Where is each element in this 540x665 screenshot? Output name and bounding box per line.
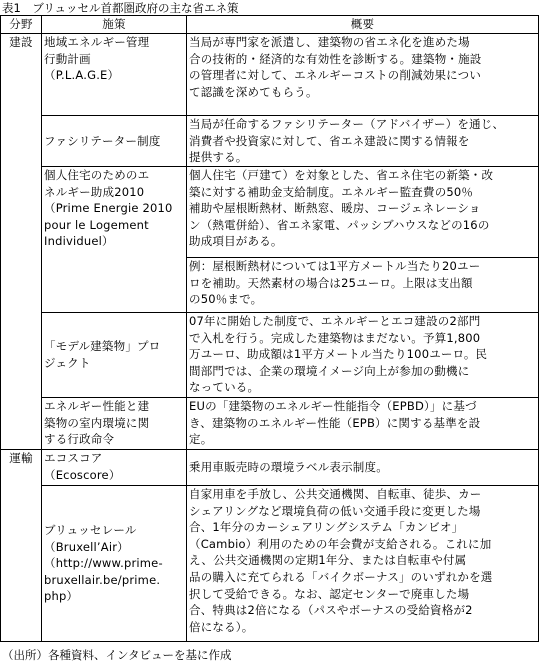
table-row	[1, 167, 539, 258]
source-note: （出所）各種資料、インタビューを基に作成	[2, 648, 232, 662]
header-field: 分野	[1, 16, 42, 34]
measure-cell: 「モデル建築物」プロ ジェクト	[42, 313, 187, 398]
table-row	[1, 313, 539, 398]
table-caption: 表1 ブリュッセル首都圏政府の主な省エネ策	[2, 1, 239, 15]
category-transport: 運輸	[1, 450, 42, 642]
table-row	[1, 450, 539, 486]
table-row	[1, 486, 539, 642]
measure-cell: エネルギー性能と建 築物の室内環境に関 する行政命令	[42, 398, 187, 450]
table-row	[1, 34, 539, 116]
summary-cell: 07年に開始した制度で、エネルギーとエコ建設の2部門 で入札を行う。完成した建築物はまだない。予算1,800 万ユーロ、助成額は1平方メートル当たり100ユーロ。民 間部門では、企業の環境イメージ向上が参加の動機に なっている。	[187, 313, 539, 398]
category-construction: 建設	[1, 34, 42, 450]
table-row	[1, 398, 539, 450]
summary-cell: 当局が専門家を派遣し、建築物の省エネ化を進めた場 合の技術的・経済的な有効性を診断する。建築物・施設 の管理者に対して、エネルギーコストの削減効果につい て認識を深めてもらう。	[187, 34, 539, 116]
summary-cell: 当局が任命するファシリテーター（アドバイザー）を通じ、 消費者や投資家に対して、省エネ建設に関する情報を 提供する。	[187, 116, 539, 167]
energy-measures-table	[0, 15, 539, 642]
summary-extra-cell: 例：屋根断熱材については1平方メートル当たり20ユー ロを補助。天然素材の場合は25ユーロ。上限は支出額 の50％まで。	[187, 258, 539, 313]
measure-cell: ブリュッセレール （Bruxell’Air） （http://www.prime- bruxellair.be/prime. php）	[42, 486, 187, 642]
summary-cell: 自家用車を手放し、公共交通機関、自転車、徒歩、カー シェアリングなど環境負荷の低い交通手段に変更した場 合、1年分のカーシェアリングシステム「カンビオ」 （Cambio）利用のための年会費が支給される。これに加 え、公共交通機関の定期1年分、または自転車や付属 品の購入に充てられる「バイクボーナス」のいずれかを選 択して受給できる。なお、認定センターで廃車した場 合、特典は2倍になる（パスやボーナスの受給資格が2 倍になる）。	[187, 486, 539, 642]
measure-cell: ファシリテーター制度	[42, 116, 187, 167]
summary-cell: 個人住宅（戸建て）を対象とした、省エネ住宅の新築・改 築に対する補助金支給制度。エネルギー監査費の50％ 補助や屋根断熱材、断熱窓、暖房、コージェネレーショ ン（熱電併給）、省エネ家電、パッシブハウスなどの16の 助成項目がある。	[187, 167, 539, 258]
table-row	[1, 116, 539, 167]
header-row	[1, 16, 539, 34]
summary-cell: 乗用車販売時の環境ラベル表示制度。	[187, 450, 539, 486]
summary-cell: EUの「建築物のエネルギー性能指令（EPBD）」に基づ き、建築物のエネルギー性能（EPB）に関する基準を設 定。	[187, 398, 539, 450]
header-summary: 概要	[187, 16, 539, 34]
header-measure: 施策	[42, 16, 187, 34]
measure-cell: エコスコア （Ecoscore）	[42, 450, 187, 486]
measure-cell: 地域エネルギー管理 行動計画 （P.L.A.G.E）	[42, 34, 187, 116]
measure-cell: 個人住宅のためのエ ネルギー助成2010 （Prime Energie 2010 pour le Logement Individuel）	[42, 167, 187, 313]
